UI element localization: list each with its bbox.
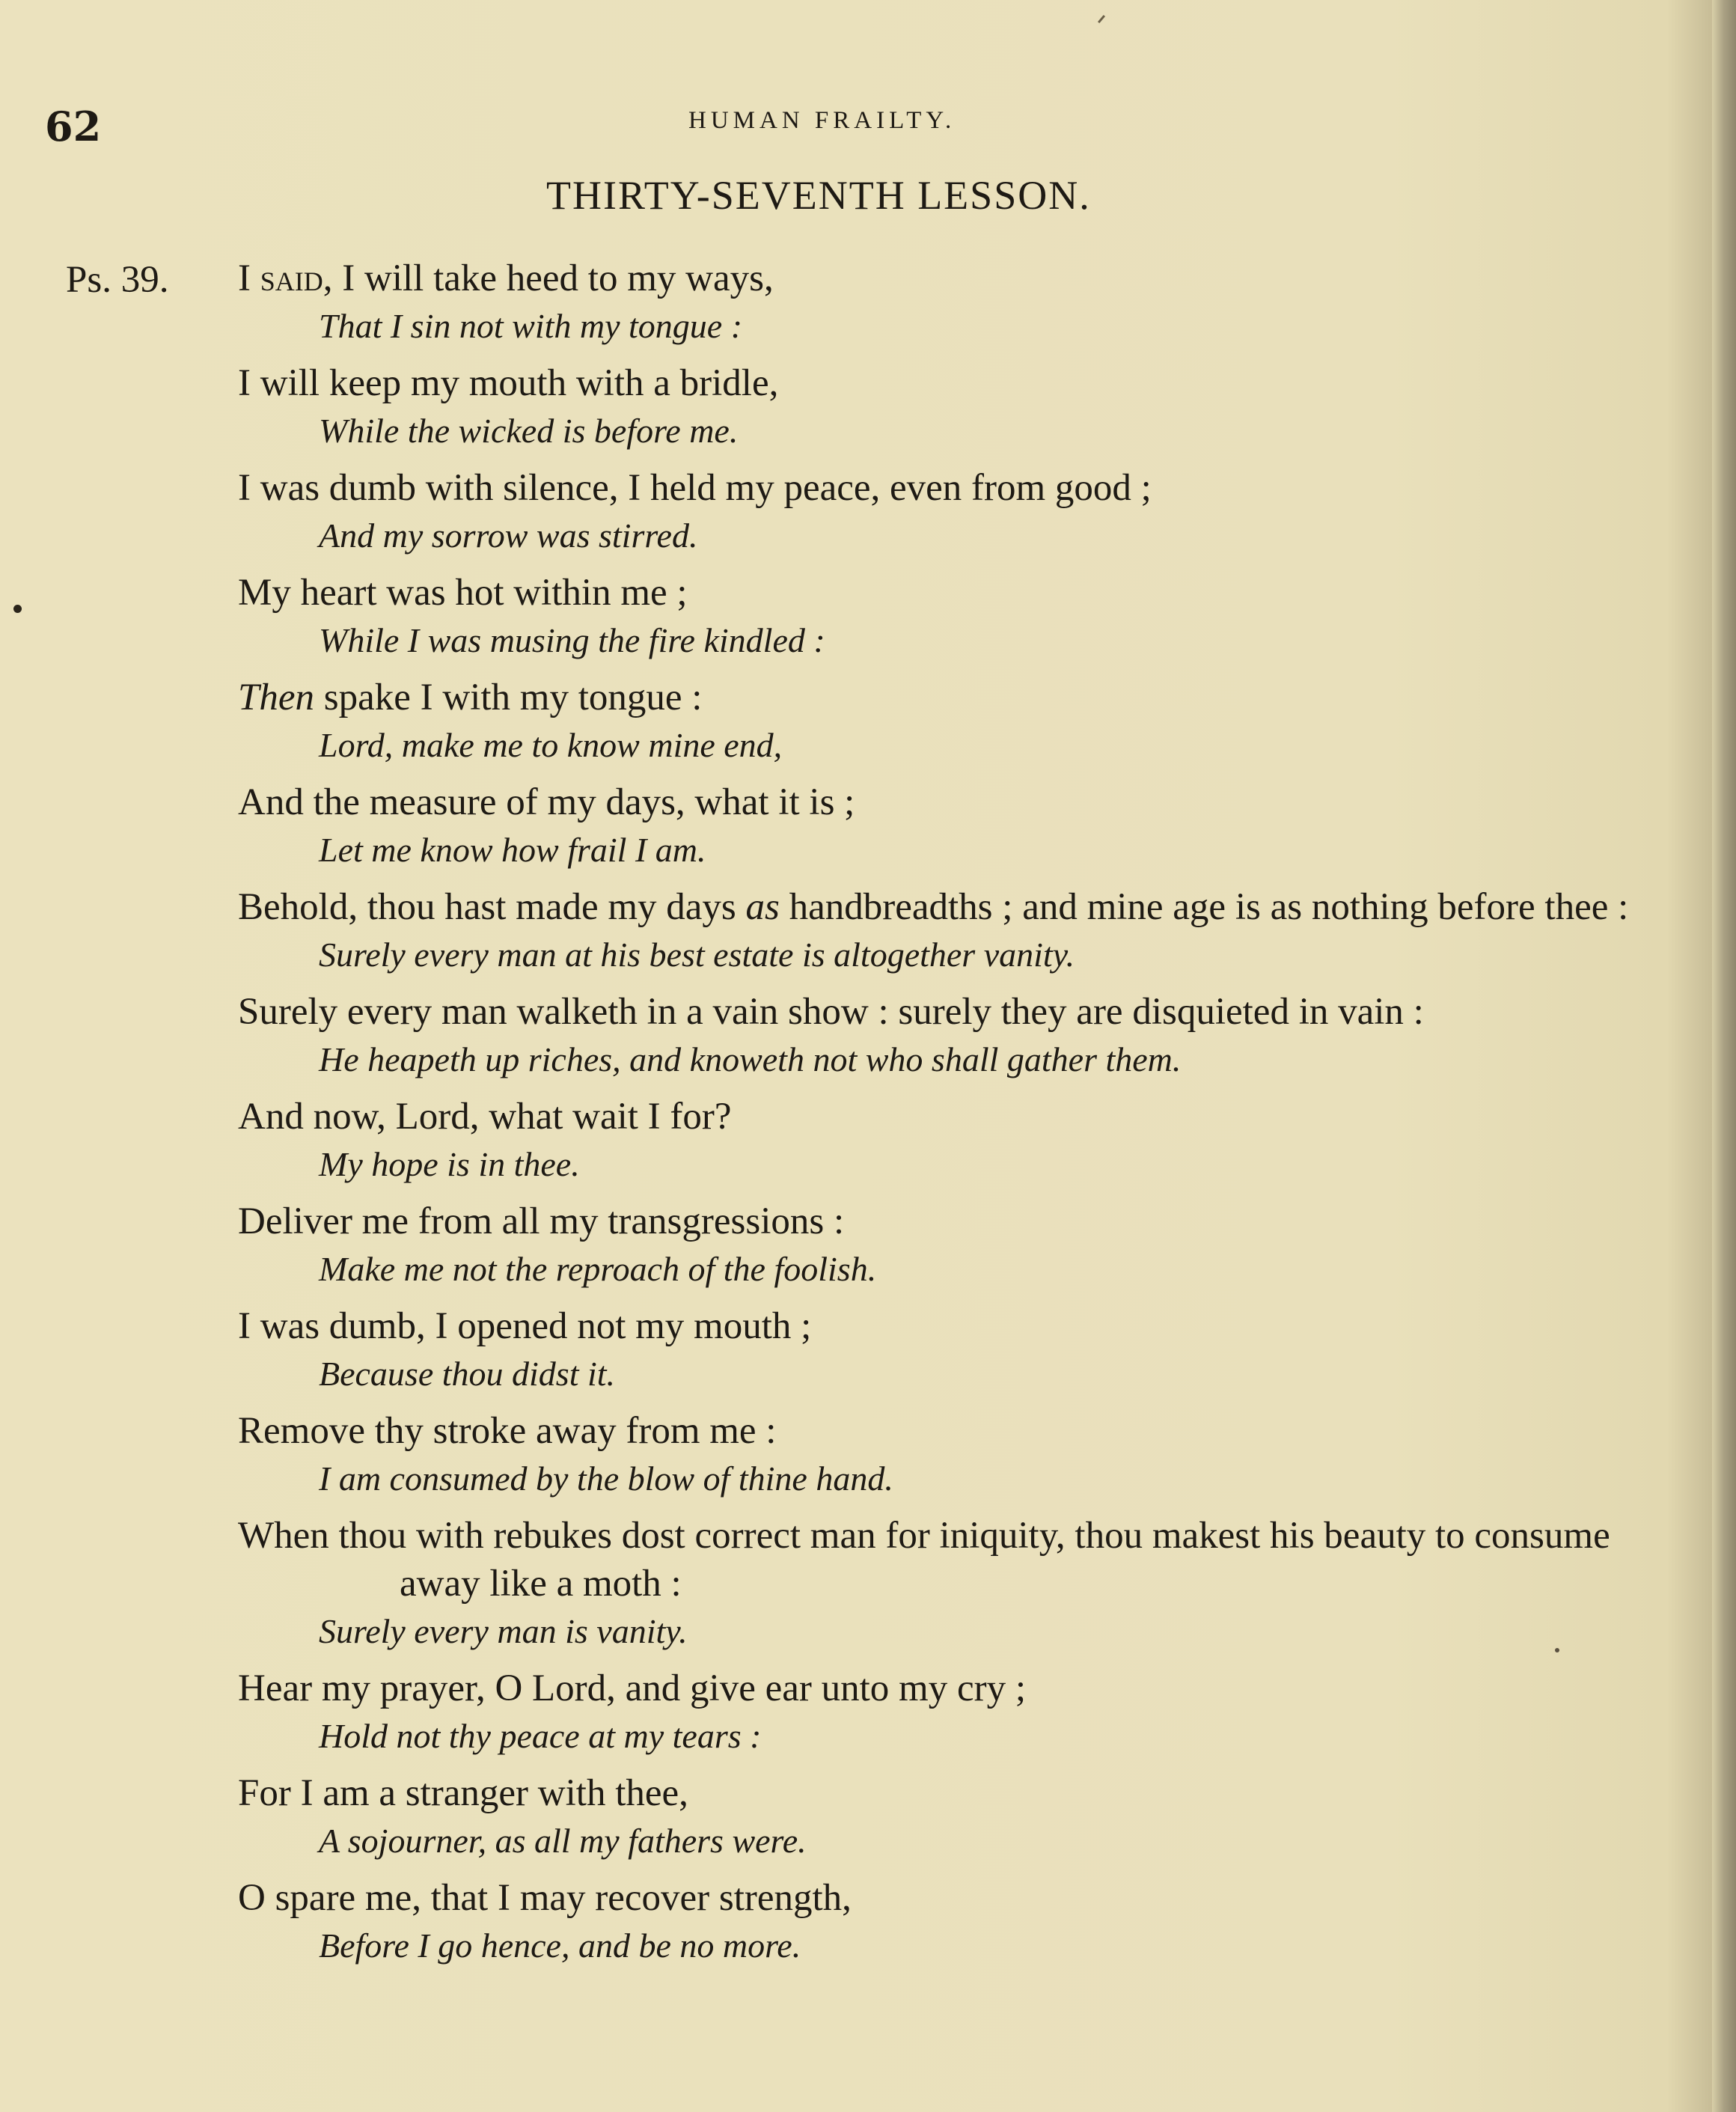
verse-text: Behold, thou hast made my days <box>238 886 746 928</box>
verse-line: I was dumb with silence, I held my peace, even from good ; <box>238 467 1152 509</box>
verse-text: , I will take heed to my ways, <box>323 257 774 299</box>
verse-small-caps: said <box>260 257 323 299</box>
verse-line: Deliver me from all my transgressions : <box>238 1200 845 1242</box>
verse-response: I am consumed by the blow of thine hand. <box>319 1459 893 1498</box>
verse-line <box>238 674 1697 721</box>
verse-response: My hope is in thee. <box>319 1145 580 1183</box>
verse-response: He heapeth up riches, and knoweth not who shall gather them. <box>319 1040 1182 1078</box>
verse-9 <box>238 1093 1697 1188</box>
verse-7 <box>238 883 1697 979</box>
verse-line: I was dumb, I opened not my mouth ; <box>238 1305 812 1347</box>
verse-response: Make me not the reproach of the foolish. <box>319 1250 877 1288</box>
verse-line <box>238 883 1697 931</box>
verse-line: And the measure of my days, what it is ; <box>238 781 855 823</box>
verse-line: I will keep my mouth with a bridle, <box>238 362 779 404</box>
lesson-title: THIRTY-SEVENTH LESSON. <box>546 173 1091 218</box>
verse-15 <box>238 1769 1697 1865</box>
verse-response: Let me know how frail I am. <box>319 831 706 869</box>
pencil-tick-mark <box>1098 15 1105 23</box>
verse-line: Surely every man walketh in a vain show : surely they are disquieted in vain : <box>238 991 1424 1033</box>
verse-11 <box>238 1302 1697 1398</box>
verse-1 <box>238 254 1697 350</box>
verse-16 <box>238 1874 1697 1970</box>
running-head: HUMAN FRAILTY. <box>688 107 956 134</box>
verse-text: spake I with my tongue : <box>314 677 703 718</box>
verse-text: I <box>238 257 260 299</box>
verse-response: Before I go hence, and be no more. <box>319 1926 801 1965</box>
verse-response: Hold not thy peace at my tears : <box>319 1717 762 1755</box>
verse-response: That I sin not with my tongue : <box>319 307 743 345</box>
verse-line: Remove thy stroke away from me : <box>238 1410 777 1452</box>
verse-italic: as <box>745 886 780 928</box>
verse-line: O spare me, that I may recover strength, <box>238 1877 852 1919</box>
verse-14 <box>238 1664 1697 1760</box>
verse-6 <box>238 778 1697 874</box>
verse-italic: Then <box>238 677 314 718</box>
psalm-reference: Ps. 39. <box>66 259 169 301</box>
verse-response: Surely every man at his best estate is altogether vanity. <box>319 936 1075 974</box>
verse-response: Surely every man is vanity. <box>319 1612 688 1650</box>
verse-12 <box>238 1407 1697 1503</box>
verse-4 <box>238 569 1697 665</box>
psalm-text <box>238 254 1697 1979</box>
verse-3 <box>238 464 1697 560</box>
verse-2 <box>238 359 1697 455</box>
verse-line <box>238 254 1697 302</box>
verse-line: Hear my prayer, O Lord, and give ear unto my cry ; <box>238 1667 1026 1709</box>
verse-text: handbreadths ; and mine age is as nothing before thee : <box>779 886 1629 928</box>
verse-response: And my sorrow was stirred. <box>319 516 698 555</box>
verse-8 <box>238 988 1697 1084</box>
verse-10 <box>238 1197 1697 1293</box>
verse-13 <box>238 1512 1697 1655</box>
verse-line: For I am a stranger with thee, <box>238 1772 688 1814</box>
page-number: 62 <box>45 103 102 150</box>
margin-ink-dot <box>13 605 22 613</box>
verse-line: My heart was hot within me ; <box>238 572 688 614</box>
verse-5 <box>238 674 1697 769</box>
verse-response: While I was musing the fire kindled : <box>319 621 825 659</box>
page-edge-shadow <box>1712 0 1736 2112</box>
verse-response: Lord, make me to know mine end, <box>319 726 783 764</box>
verse-response: Because thou didst it. <box>319 1355 616 1393</box>
verse-line: When thou with rebukes dost correct man for iniquity, thou makest his beauty to consume away like a moth : <box>238 1515 1610 1605</box>
verse-response: While the wicked is before me. <box>319 412 739 450</box>
verse-response: A sojourner, as all my fathers were. <box>319 1822 807 1860</box>
verse-line: And now, Lord, what wait I for? <box>238 1096 732 1138</box>
